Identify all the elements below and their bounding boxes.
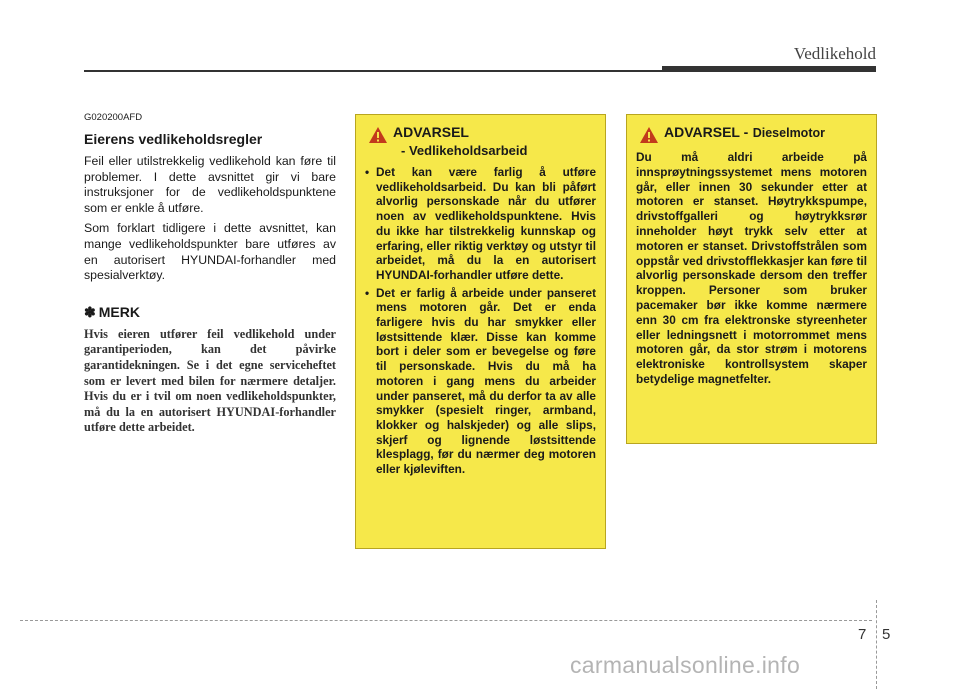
- chapter-number: 7: [858, 626, 867, 643]
- warning-heading: [636, 124, 867, 144]
- note-star-icon: ✽: [84, 303, 96, 320]
- dealer-paragraph: Som forklart tidligere i dette avsnittet, kan mange vedlikeholdspunkter bare utføres av en autorisert HYUNDAI-forhandler med spesialverktøy.: [84, 221, 336, 283]
- warning-title: ADVARSEL -: [664, 124, 749, 140]
- page-number: 5: [882, 626, 891, 643]
- header-title: Vedlikehold: [793, 44, 876, 63]
- warning-title: ADVARSEL: [393, 124, 469, 140]
- warning-box-diesel: [626, 114, 877, 444]
- header-rule-accent: [662, 66, 876, 72]
- warning-title-suffix: Dieselmotor: [752, 126, 825, 140]
- document-code: G020200AFD: [84, 112, 143, 123]
- warning-list: [365, 165, 596, 477]
- warning-subtitle: - Vedlikeholdsarbeid: [401, 143, 528, 158]
- warning-box-maintenance: [355, 114, 606, 549]
- footer-vertical-rule: [876, 600, 877, 689]
- intro-paragraph: Feil eller utilstrekkelig vedlikehold kan føre til problemer. I dette avsnittet gir vi bare instruksjoner for de vedlikeholdspunktene som er enkle å utføre.: [84, 154, 336, 215]
- warning-item: • Det er farlig å arbeide under panseret mens motoren går. Det er enda farligere hvis du har smykker eller løstsittende klær. Disse kan komme bort i deler som er bevegelse og føre til personskade. Hvis du må ha motoren i gang mens du arbeider under panseret, må du derfor ta av alle smykker (spesielt ringer, armband, klokker og halskjeder) og alle slips, skjerf og lignende løstsittende klesplagg, før du nærmer deg motoren eller kjøleviften.: [365, 286, 596, 477]
- header-rule: [84, 70, 662, 72]
- note-heading: [84, 304, 336, 321]
- section-title: Eierens vedlikeholdsregler: [84, 131, 263, 147]
- note-title: MERK: [98, 303, 140, 320]
- warning-heading: [365, 124, 596, 159]
- footer-dashed-rule: [20, 620, 872, 621]
- warning-item: • Det kan være farlig å utføre vedlikeholdsarbeid. Du kan bli påført alvorlig personskade når du utfører noen av vedlikeholdspunktene. Hvis du ikke har tilstrekkelig kunnskap og erfaring, eller riktig verktøy og utstyr til arbeidet, må du la en autorisert HYUNDAI-forhandler utføre dette.: [365, 165, 596, 283]
- warning-triangle-icon: [368, 126, 388, 144]
- warning-triangle-icon: [639, 126, 659, 144]
- watermark: carmanualsonline.info: [570, 652, 801, 678]
- warning-text: Du må aldri arbeide på innsprøytningssystemet mens motoren går, eller innen 30 sekunder etter at motoren er stanset. Høytrykkspumpe, drivstoffgalleri og høytrykksrør inneholder høyt trykk selv etter at motoren er stanset. Drivstoffstrålen som oppstår ved drivstofflekkasjer kan føre til alvorlig personskade dersom den treffer kroppen. Personer som bruker pacemaker bør ikke komme nærmere enn 30 cm fra elektronske styreenheter eller ledningsnett i motorrommet mens motoren går, da stor strøm i motorens elektroniske kontrollsystem skaper betydelige magnetfelter.: [636, 150, 867, 386]
- note-body: Hvis eieren utfører feil vedlikehold under garantiperioden, kan det påvirke garantidekningen. Se i det egne serviceheftet som er levert med bilen for nærmere detaljer. Hvis du er i tvil om noen vedlikeholdspunkter, må du la en autorisert HYUNDAI-forhandler utføre dette arbeidet.: [84, 326, 336, 435]
- owner-maintenance-section: [84, 112, 336, 436]
